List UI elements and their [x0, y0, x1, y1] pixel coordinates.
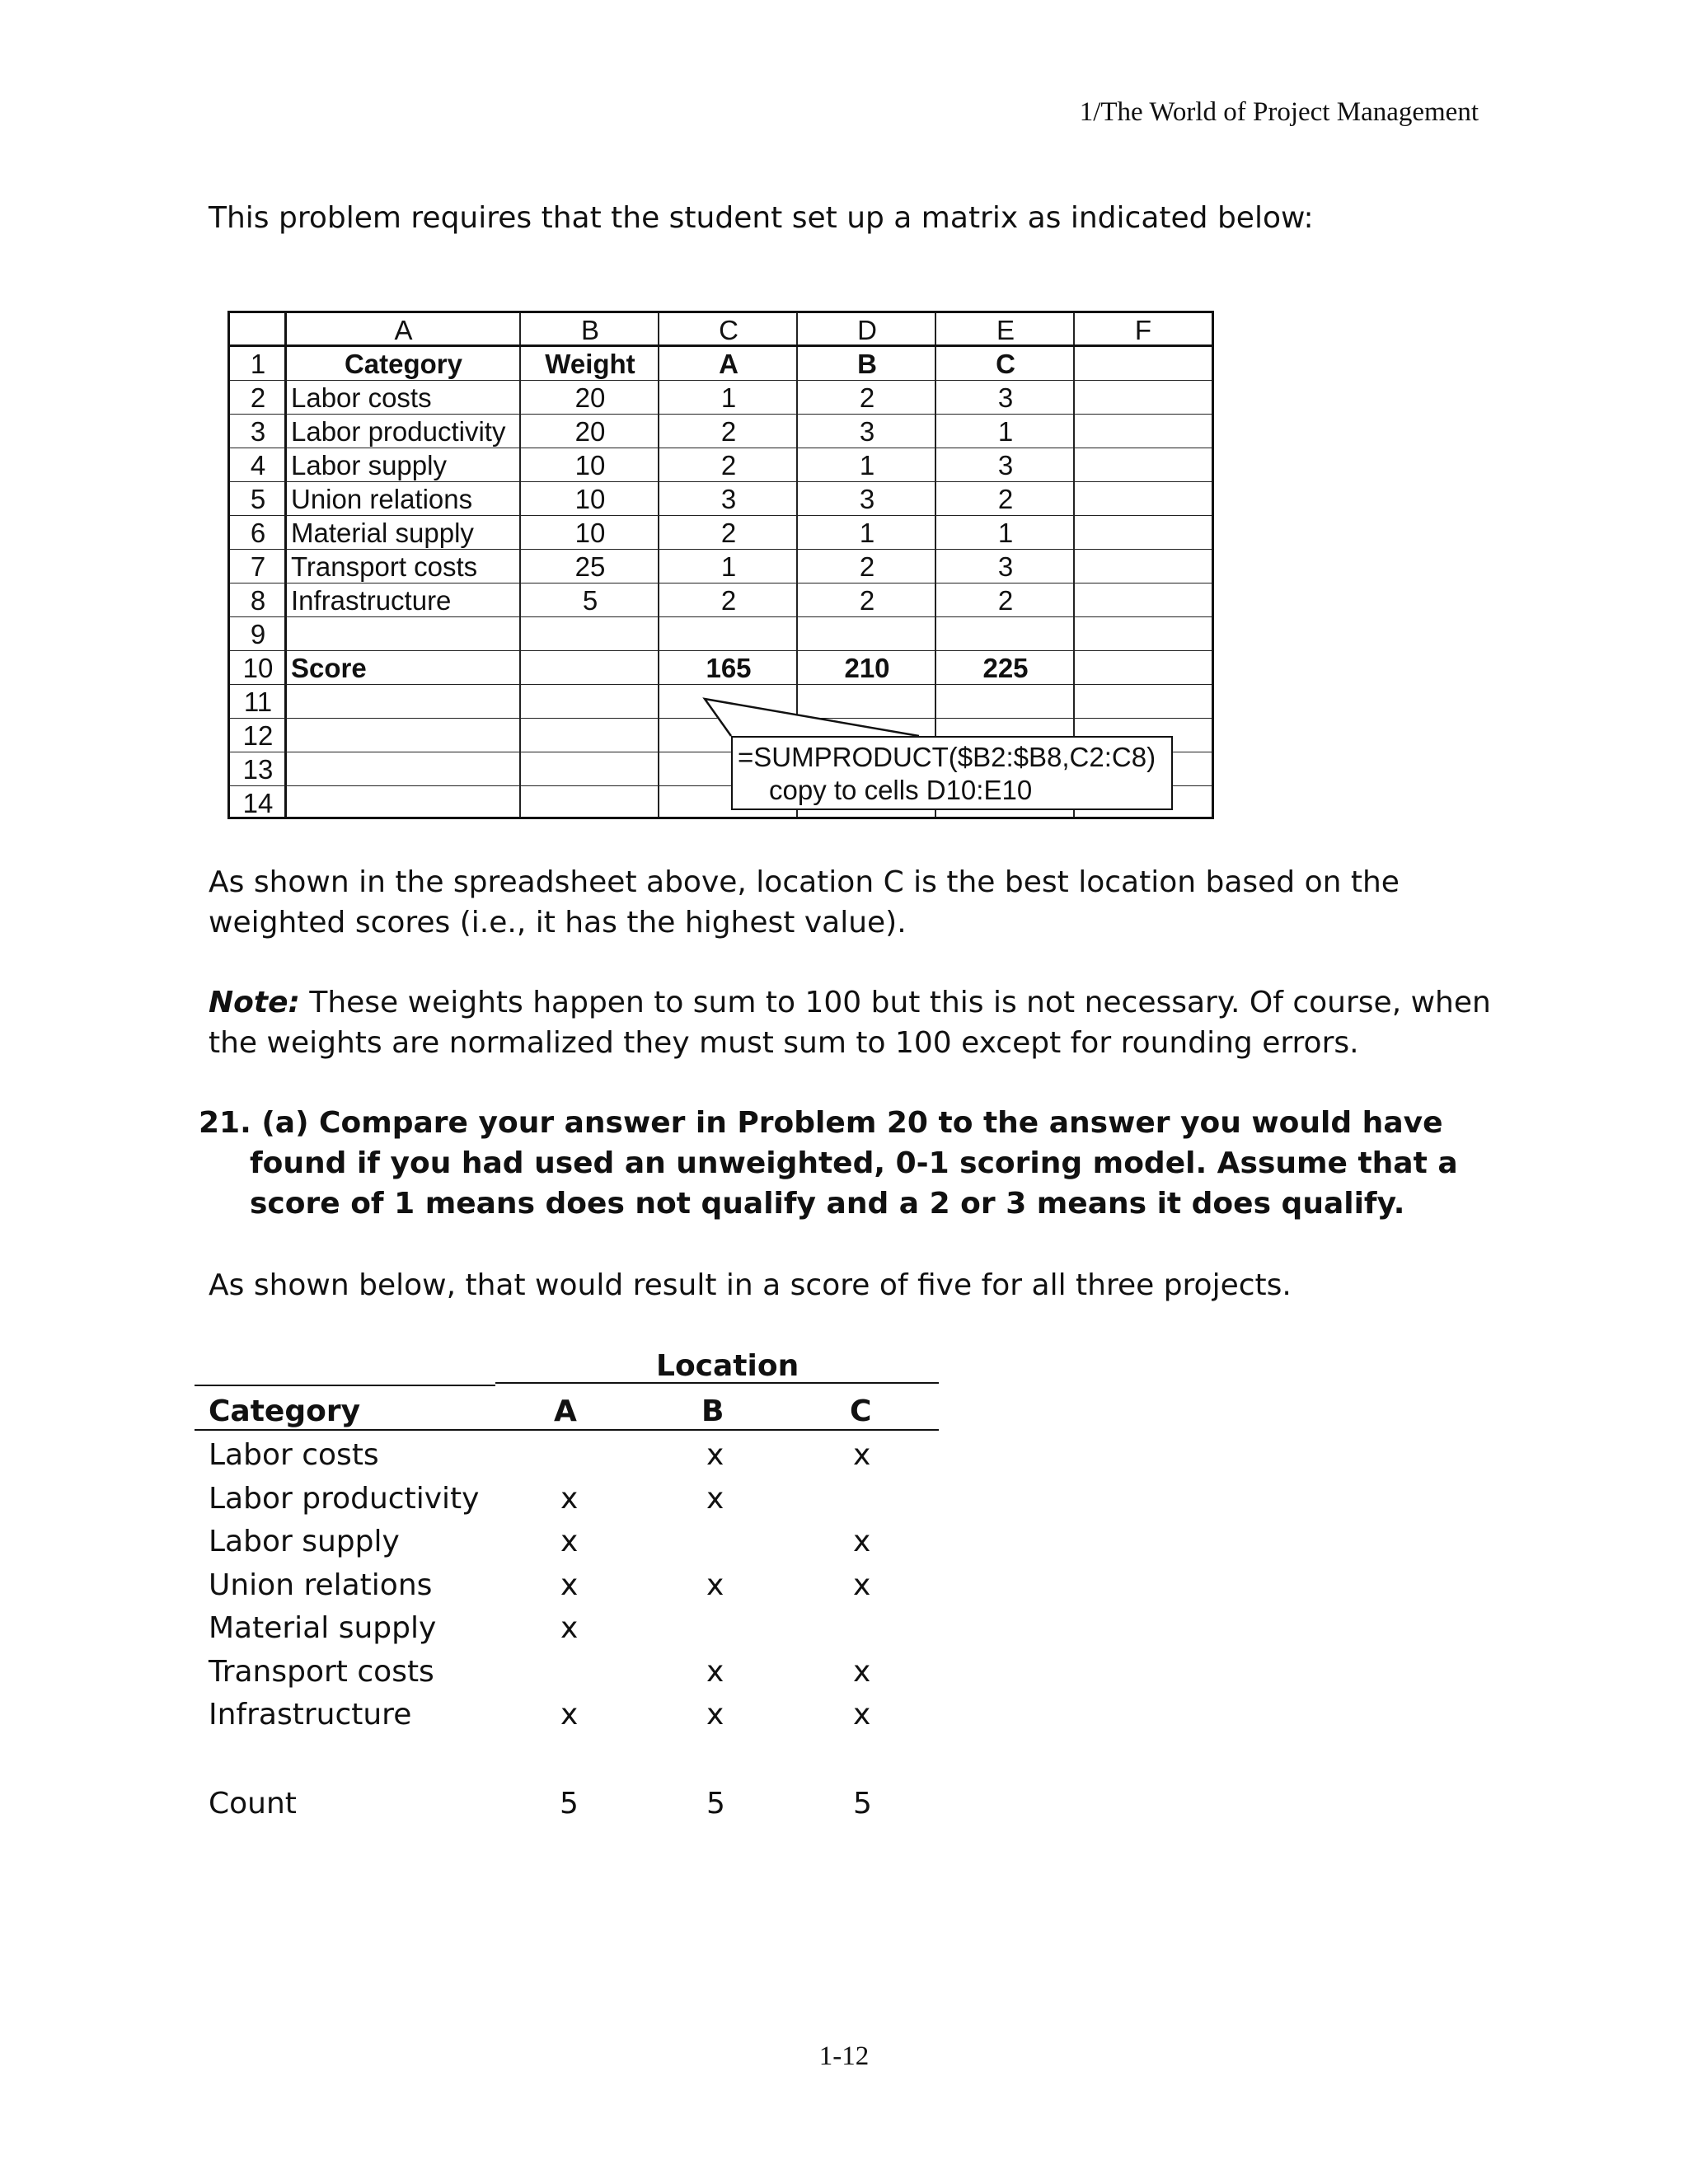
table-category: Material supply — [209, 1611, 437, 1645]
page-number: 1-12 — [818, 2041, 870, 2071]
category-header: Category — [209, 1394, 361, 1428]
row-number: 7 — [250, 551, 266, 582]
header-location-c: C — [996, 349, 1015, 379]
row-number: 9 — [250, 619, 266, 649]
qualify-mark-b: x — [706, 1698, 724, 1732]
score-a-cell: 1 — [720, 382, 737, 413]
score-c-cell: 2 — [997, 585, 1014, 616]
qualify-mark-c: x — [853, 1438, 871, 1472]
qualify-mark-c: x — [853, 1525, 871, 1558]
table-category: Labor productivity — [209, 1481, 480, 1516]
empty-cell — [1075, 516, 1212, 550]
empty-cell — [286, 786, 521, 820]
empty-cell — [286, 685, 521, 719]
table-category: Labor costs — [209, 1438, 379, 1472]
column-letter: D — [857, 315, 877, 345]
row-number: 5 — [250, 484, 266, 514]
note-paragraph — [209, 982, 1494, 1063]
weight-cell: 25 — [574, 551, 606, 582]
weight-cell: 20 — [574, 416, 606, 447]
weight-cell: 10 — [574, 450, 606, 480]
score-a-cell: 3 — [720, 484, 737, 514]
qualify-mark-b: x — [706, 1654, 724, 1689]
score-b-cell: 1 — [859, 518, 875, 548]
empty-cell — [1075, 448, 1212, 482]
empty-cell — [286, 617, 521, 651]
header-location-b: B — [857, 349, 877, 379]
weight-cell: 20 — [574, 382, 606, 413]
score-b-cell: 1 — [859, 450, 875, 480]
total-score-c: 225 — [982, 653, 1029, 683]
qualify-mark-a: x — [560, 1611, 579, 1645]
row-number: 6 — [250, 518, 266, 548]
table-category: Union relations — [209, 1568, 433, 1602]
row-number: 3 — [250, 416, 266, 447]
note-text: These weights happen to sum to 100 but this is not necessary. Of course, when the weights are normalized they must sum to 100 except for rounding errors. — [209, 986, 1491, 1060]
score-b-cell: 2 — [859, 551, 875, 582]
row-number: 4 — [250, 450, 266, 480]
empty-cell — [798, 617, 936, 651]
count-label: Count — [209, 1787, 297, 1821]
sheet-row — [230, 651, 1212, 685]
row-number: 14 — [242, 788, 274, 818]
weight-cell: 10 — [574, 518, 606, 548]
empty-cell — [521, 752, 659, 786]
qualify-mark-a: x — [560, 1525, 579, 1558]
total-score-a: 165 — [706, 653, 752, 683]
empty-cell — [286, 752, 521, 786]
score-c-cell: 3 — [997, 382, 1014, 413]
score-a-cell: 1 — [720, 551, 737, 582]
sheet-row — [230, 448, 1212, 482]
column-letter: E — [996, 315, 1015, 345]
row-number: 10 — [242, 653, 274, 683]
header-location-a: A — [719, 349, 738, 379]
intro-paragraph: This problem requires that the student set up a matrix as indicated below: — [209, 201, 1314, 235]
empty-cell — [1075, 550, 1212, 583]
empty-cell — [1075, 651, 1212, 685]
empty-cell — [521, 617, 659, 651]
col-header-b: B — [701, 1394, 724, 1428]
score-b-cell: 2 — [859, 585, 875, 616]
row-number: 8 — [250, 585, 266, 616]
qualify-mark-c: x — [853, 1654, 871, 1689]
empty-cell — [1075, 381, 1212, 415]
col-header-c: C — [850, 1394, 872, 1428]
sheet-row — [230, 347, 1212, 381]
empty-cell — [659, 685, 798, 719]
category-cell: Infrastructure — [291, 585, 452, 616]
sheet-row — [230, 415, 1212, 448]
empty-cell — [1075, 617, 1212, 651]
score-c-cell: 3 — [997, 551, 1014, 582]
location-header: Location — [656, 1349, 799, 1383]
qualify-mark-c: x — [853, 1568, 871, 1602]
score-b-cell: 3 — [859, 416, 875, 447]
empty-cell — [1075, 347, 1212, 381]
table-category: Labor supply — [209, 1525, 400, 1558]
empty-cell — [1075, 685, 1212, 719]
weight-cell: 10 — [574, 484, 606, 514]
callout-instruction: copy to cells D10:E10 — [769, 775, 1033, 805]
row-number: 13 — [242, 754, 274, 785]
score-a-cell: 2 — [720, 416, 737, 447]
category-cell: Labor supply — [291, 450, 447, 480]
score-c-cell: 1 — [997, 518, 1014, 548]
count-c: 5 — [853, 1787, 872, 1821]
empty-cell — [1075, 415, 1212, 448]
sheet-row — [230, 617, 1212, 651]
sheet-row — [230, 381, 1212, 415]
corner-cell — [230, 313, 286, 347]
question-number: 21. — [199, 1106, 251, 1140]
header-underline — [195, 1429, 939, 1431]
qualify-mark-a: x — [560, 1568, 579, 1602]
question-text: (a) Compare your answer in Problem 20 to the answer you would have found if you had used an unweighted, 0-1 scoring model. Assume that a score of 1 means does not qualify and a 2 or 3 means it does qualify. — [250, 1106, 1458, 1221]
empty-cell — [936, 685, 1075, 719]
sheet-row — [230, 685, 1212, 719]
weight-cell: 5 — [582, 585, 598, 616]
qualify-mark-b: x — [706, 1568, 724, 1602]
empty-cell — [1075, 482, 1212, 516]
qualify-mark-b: x — [706, 1438, 724, 1472]
score-a-cell: 2 — [720, 518, 737, 548]
column-letter: C — [719, 315, 738, 345]
conclusion-paragraph: As shown in the spreadsheet above, location C is the best location based on the weighted scores (i.e., it has the highest value). — [209, 865, 1400, 940]
score-b-cell: 3 — [859, 484, 875, 514]
sheet-row — [230, 516, 1212, 550]
answer-paragraph: As shown below, that would result in a score of five for all three projects. — [209, 1268, 1292, 1302]
score-c-cell: 3 — [997, 450, 1014, 480]
question-21 — [199, 1103, 1501, 1224]
qualify-mark-c: x — [853, 1698, 871, 1732]
col-header-a: A — [554, 1394, 577, 1428]
empty-cell — [659, 617, 798, 651]
note-label: Note: — [209, 986, 300, 1019]
sheet-row — [230, 583, 1212, 617]
header-weight: Weight — [545, 349, 635, 379]
table-category: Infrastructure — [209, 1698, 412, 1732]
row-number: 12 — [242, 720, 274, 751]
empty-cell — [798, 685, 936, 719]
row-number: 11 — [243, 687, 273, 717]
running-header: 1/The World of Project Management — [1079, 97, 1479, 127]
column-header-row — [230, 313, 1212, 347]
row-number: 2 — [250, 382, 266, 413]
score-b-cell: 2 — [859, 382, 875, 413]
empty-cell — [286, 719, 521, 752]
score-a-cell: 2 — [720, 450, 737, 480]
table-category: Transport costs — [209, 1654, 434, 1689]
empty-cell — [521, 786, 659, 820]
column-letter: B — [580, 315, 599, 345]
score-c-cell: 1 — [997, 416, 1014, 447]
qualify-mark-b: x — [706, 1481, 724, 1516]
table-rule-left — [195, 1385, 495, 1386]
score-label: Score — [291, 653, 367, 683]
sheet-row — [230, 482, 1212, 516]
qualify-mark-a: x — [560, 1481, 579, 1516]
empty-cell — [521, 719, 659, 752]
column-letter: F — [1134, 315, 1152, 345]
row-number: 1 — [250, 349, 266, 379]
header-category: Category — [344, 349, 463, 379]
category-cell: Union relations — [291, 484, 473, 514]
qualify-mark-a: x — [560, 1698, 579, 1732]
category-cell: Transport costs — [291, 551, 478, 582]
callout-formula: =SUMPRODUCT($B2:$B8,C2:C8) — [738, 742, 1156, 772]
column-letter: A — [394, 315, 413, 345]
formula-callout — [731, 736, 1173, 810]
score-c-cell: 2 — [997, 484, 1014, 514]
empty-cell — [521, 651, 659, 685]
count-a: 5 — [560, 1787, 579, 1821]
empty-cell — [1075, 583, 1212, 617]
count-b: 5 — [706, 1787, 725, 1821]
category-cell: Labor productivity — [291, 416, 506, 447]
empty-cell — [936, 617, 1075, 651]
sheet-row — [230, 550, 1212, 583]
category-cell: Labor costs — [291, 382, 432, 413]
score-a-cell: 2 — [720, 585, 737, 616]
total-score-b: 210 — [844, 653, 890, 683]
empty-cell — [521, 685, 659, 719]
category-cell: Material supply — [291, 518, 474, 548]
